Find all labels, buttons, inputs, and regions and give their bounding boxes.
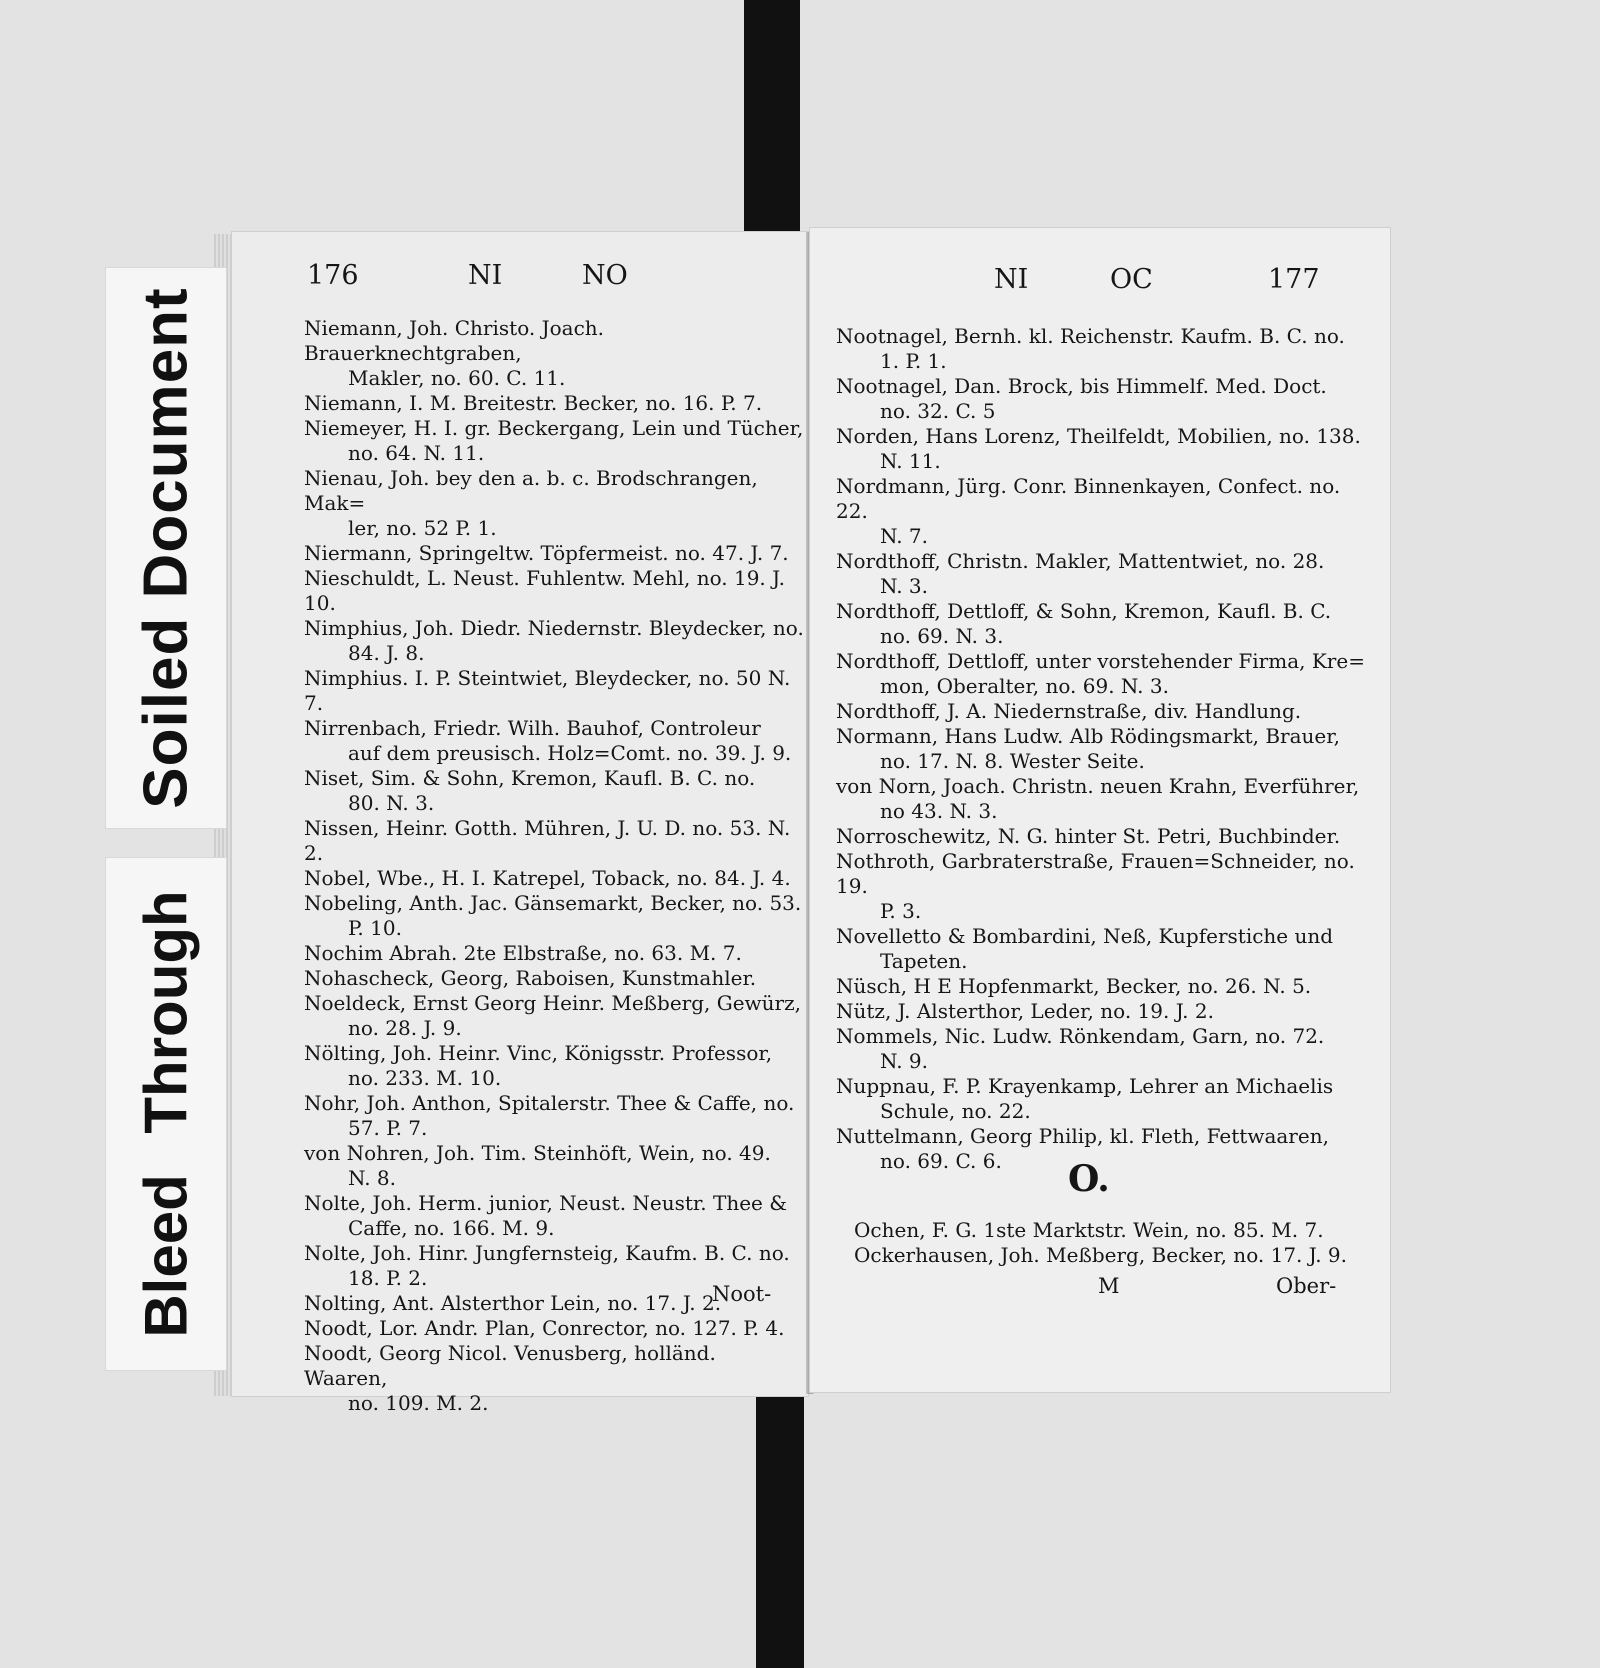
entry-line: Nimphius, Joh. Diedr. Niedernstr. Bleydecker, no. bbox=[304, 616, 804, 640]
entry-continuation: 84. J. 8. bbox=[348, 641, 425, 665]
left-guide-word-a: NI bbox=[468, 260, 503, 291]
entry-continuation: no. 17. N. 8. Wester Seite. bbox=[880, 749, 1145, 773]
entry-line: Nochim Abrah. 2te Elbstraße, no. 63. M. 7. bbox=[304, 941, 742, 965]
entry-line: Ochen, F. G. 1ste Marktstr. Wein, no. 85. M. 7. bbox=[854, 1218, 1324, 1242]
entry-line: Nolte, Joh. Hinr. Jungfernsteig, Kaufm. B. C. no. bbox=[304, 1241, 790, 1265]
section-entry-list bbox=[854, 1218, 1374, 1268]
entry-continuation: ler, no. 52 P. 1. bbox=[348, 516, 497, 540]
left-entry-list bbox=[304, 316, 804, 1416]
right-catchword: Ober- bbox=[1276, 1274, 1337, 1298]
entry-line: Novelletto & Bombardini, Neß, Kupferstiche und bbox=[836, 924, 1334, 948]
entry-continuation: 18. P. 2. bbox=[348, 1266, 428, 1290]
entry-line: Nootnagel, Dan. Brock, bis Himmelf. Med. Doct. bbox=[836, 374, 1327, 398]
entry-line: Nüsch, H E Hopfenmarkt, Becker, no. 26. N. 5. bbox=[836, 974, 1312, 998]
entry-line: Nimphius. I. P. Steintwiet, Bleydecker, no. 50 N. 7. bbox=[304, 666, 791, 715]
entry-continuation: P. 10. bbox=[348, 916, 402, 940]
entry-continuation: no. 69. N. 3. bbox=[880, 624, 1004, 648]
entry-continuation: no. 32. C. 5 bbox=[880, 399, 996, 423]
entry-line: Noodt, Lor. Andr. Plan, Conrector, no. 127. P. 4. bbox=[304, 1316, 785, 1340]
entry-line: von Norn, Joach. Christn. neuen Krahn, Everführer, bbox=[836, 774, 1360, 798]
soiled-document-label bbox=[106, 268, 226, 828]
soiled-document-text: Soiled Document bbox=[131, 287, 201, 809]
right-entry-list bbox=[836, 324, 1376, 1174]
entry-continuation: no. 64. N. 11. bbox=[348, 441, 485, 465]
entry-line: Noodt, Georg Nicol. Venusberg, holländ. Waaren, bbox=[304, 1341, 716, 1390]
entry-line: Nobeling, Anth. Jac. Gänsemarkt, Becker, no. 53. bbox=[304, 891, 802, 915]
entry-continuation: mon, Oberalter, no. 69. N. 3. bbox=[880, 674, 1169, 698]
bleed-through-text: Bleed Through bbox=[132, 890, 200, 1338]
entry-line: Nootnagel, Bernh. kl. Reichenstr. Kaufm. B. C. no. bbox=[836, 324, 1345, 348]
entry-continuation: N. 11. bbox=[880, 449, 941, 473]
entry-line: Nordthoff, Dettloff, unter vorstehender Firma, Kre= bbox=[836, 649, 1365, 673]
left-guide-word-b: NO bbox=[582, 260, 628, 291]
entry-line: Nommels, Nic. Ludw. Rönkendam, Garn, no. 72. bbox=[836, 1024, 1325, 1048]
entry-continuation: Makler, no. 60. C. 11. bbox=[348, 366, 566, 390]
entry-line: von Nohren, Joh. Tim. Steinhöft, Wein, no. 49. bbox=[304, 1141, 771, 1165]
entry-continuation: no. 28. J. 9. bbox=[348, 1016, 462, 1040]
entry-line: Nienau, Joh. bey den a. b. c. Brodschrangen, Mak= bbox=[304, 466, 758, 515]
black-binding-strip-top bbox=[744, 0, 800, 240]
right-guide-word-b: OC bbox=[1110, 264, 1153, 295]
entry-line: Nordmann, Jürg. Conr. Binnenkayen, Confect. no. 22. bbox=[836, 474, 1341, 523]
entry-line: Nölting, Joh. Heinr. Vinc, Königsstr. Professor, bbox=[304, 1041, 773, 1065]
entry-line: Nütz, J. Alsterthor, Leder, no. 19. J. 2. bbox=[836, 999, 1214, 1023]
entry-line: Nordthoff, J. A. Niedernstraße, div. Handlung. bbox=[836, 699, 1302, 723]
entry-line: Norroschewitz, N. G. hinter St. Petri, Buchbinder. bbox=[836, 824, 1341, 848]
entry-continuation: Schule, no. 22. bbox=[880, 1099, 1031, 1123]
entry-continuation: no. 69. C. 6. bbox=[880, 1149, 1002, 1173]
entry-line: Nohr, Joh. Anthon, Spitalerstr. Thee & Caffe, no. bbox=[304, 1091, 795, 1115]
entry-line: Nirrenbach, Friedr. Wilh. Bauhof, Controleur bbox=[304, 716, 761, 740]
entry-line: Nobel, Wbe., H. I. Katrepel, Toback, no. 84. J. 4. bbox=[304, 866, 791, 890]
entry-continuation: no 43. N. 3. bbox=[880, 799, 998, 823]
entry-line: Noeldeck, Ernst Georg Heinr. Meßberg, Gewürz, bbox=[304, 991, 802, 1015]
entry-continuation: P. 3. bbox=[880, 899, 922, 923]
entry-line: Nordthoff, Christn. Makler, Mattentwiet, no. 28. bbox=[836, 549, 1325, 573]
entry-continuation: N. 7. bbox=[880, 524, 929, 548]
entry-line: Norden, Hans Lorenz, Theilfeldt, Mobilien, no. 138. bbox=[836, 424, 1361, 448]
entry-continuation: N. 8. bbox=[348, 1166, 397, 1190]
entry-line: Niemann, Joh. Christo. Joach. Brauerknechtgraben, bbox=[304, 316, 605, 365]
section-letter: O. bbox=[1068, 1158, 1110, 1200]
entry-line: Nieschuldt, L. Neust. Fuhlentw. Mehl, no. 19. J. 10. bbox=[304, 566, 785, 615]
entry-continuation: 1. P. 1. bbox=[880, 349, 947, 373]
entry-line: Nordthoff, Dettloff, & Sohn, Kremon, Kaufl. B. C. bbox=[836, 599, 1332, 623]
entry-line: Niset, Sim. & Sohn, Kremon, Kaufl. B. C. no. bbox=[304, 766, 756, 790]
signature-mark: M bbox=[1098, 1274, 1120, 1298]
entry-line: Nuppnau, F. P. Krayenkamp, Lehrer an Michaelis bbox=[836, 1074, 1334, 1098]
entry-continuation: Caffe, no. 166. M. 9. bbox=[348, 1216, 555, 1240]
entry-line: Niermann, Springeltw. Töpfermeist. no. 47. J. 7. bbox=[304, 541, 789, 565]
entry-continuation: 80. N. 3. bbox=[348, 791, 435, 815]
entry-continuation: auf dem preusisch. Holz=Comt. no. 39. J. 9. bbox=[348, 741, 792, 765]
entry-continuation: N. 3. bbox=[880, 574, 929, 598]
bleed-through-label bbox=[106, 858, 226, 1370]
entry-line: Nissen, Heinr. Gotth. Mühren, J. U. D. no. 53. N. 2. bbox=[304, 816, 791, 865]
entry-continuation: Tapeten. bbox=[880, 949, 968, 973]
entry-line: Nolting, Ant. Alsterthor Lein, no. 17. J. 2. bbox=[304, 1291, 722, 1315]
left-catchword: Noot- bbox=[712, 1282, 772, 1306]
entry-line: Nolte, Joh. Herm. junior, Neust. Neustr. Thee & bbox=[304, 1191, 788, 1215]
entry-line: Nuttelmann, Georg Philip, kl. Fleth, Fettwaaren, bbox=[836, 1124, 1329, 1148]
entry-line: Niemeyer, H. I. gr. Beckergang, Lein und Tücher, bbox=[304, 416, 804, 440]
entry-line: Nothroth, Garbraterstraße, Frauen=Schneider, no. 19. bbox=[836, 849, 1355, 898]
left-page-number: 176 bbox=[307, 260, 359, 291]
right-guide-word-a: NI bbox=[994, 264, 1029, 295]
entry-line: Nohascheck, Georg, Raboisen, Kunstmahler. bbox=[304, 966, 757, 990]
entry-line: Ockerhausen, Joh. Meßberg, Becker, no. 17. J. 9. bbox=[854, 1243, 1348, 1267]
right-page bbox=[810, 228, 1390, 1392]
entry-continuation: N. 9. bbox=[880, 1049, 929, 1073]
entry-continuation: no. 233. M. 10. bbox=[348, 1066, 502, 1090]
entry-continuation: 57. P. 7. bbox=[348, 1116, 428, 1140]
right-page-number: 177 bbox=[1268, 264, 1320, 295]
black-binding-strip-bottom bbox=[756, 1390, 804, 1668]
left-page bbox=[232, 232, 808, 1415]
entry-continuation: no. 109. M. 2. bbox=[348, 1391, 489, 1415]
entry-line: Normann, Hans Ludw. Alb Rödingsmarkt, Brauer, bbox=[836, 724, 1340, 748]
entry-line: Niemann, I. M. Breitestr. Becker, no. 16. P. 7. bbox=[304, 391, 763, 415]
